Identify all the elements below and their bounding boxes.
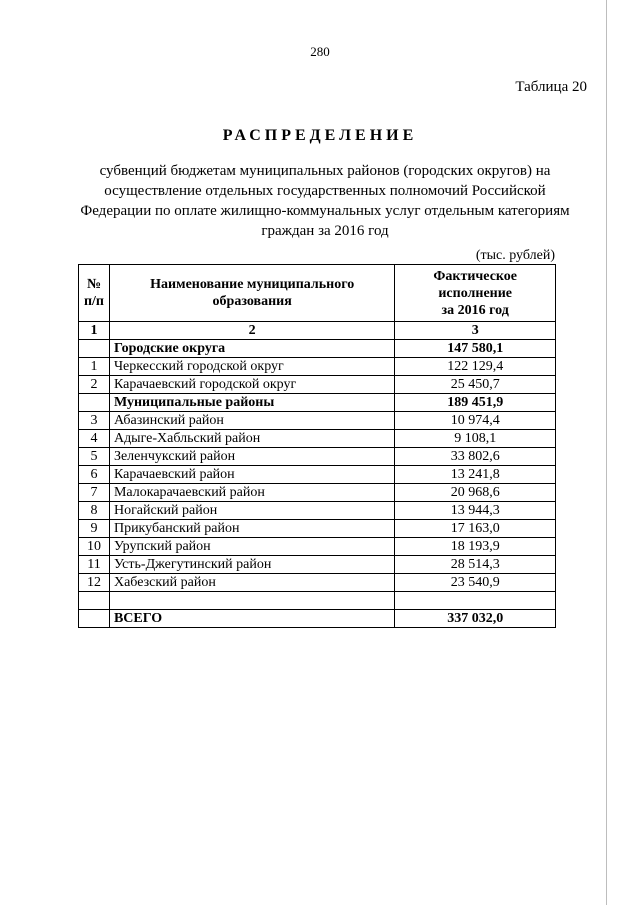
row-number: 4 bbox=[79, 430, 110, 448]
row-name: Малокарачаевский район bbox=[109, 484, 394, 502]
table-row bbox=[79, 340, 556, 358]
row-value bbox=[395, 592, 556, 610]
row-number: 10 bbox=[79, 538, 110, 556]
row-name: Прикубанский район bbox=[109, 520, 394, 538]
row-name: Усть-Джегутинский район bbox=[109, 556, 394, 574]
header-name-line: Наименование муниципального bbox=[150, 277, 355, 292]
row-value: 10 974,4 bbox=[395, 412, 556, 430]
row-number: 12 bbox=[79, 574, 110, 592]
table-row bbox=[79, 592, 556, 610]
header-value-line: Фактическое bbox=[433, 268, 517, 284]
column-number-row bbox=[79, 322, 556, 340]
row-name: Хабезский район bbox=[109, 574, 394, 592]
column-number: 1 bbox=[79, 322, 110, 340]
subtitle-line: осуществление отдельных государственных полномочий Российской bbox=[104, 183, 546, 199]
row-value: 189 451,9 bbox=[395, 394, 556, 412]
document-title: РАСПРЕДЕЛЕНИЕ bbox=[222, 127, 418, 144]
header-number-line: п/п bbox=[83, 294, 104, 309]
table-row bbox=[79, 394, 556, 412]
row-name: ВСЕГО bbox=[109, 610, 394, 628]
subtitle-line: граждан за 2016 год bbox=[261, 223, 389, 239]
table-row bbox=[79, 376, 556, 394]
header-name bbox=[109, 265, 394, 322]
table-row bbox=[79, 448, 556, 466]
row-name: Карачаевский район bbox=[109, 466, 394, 484]
row-number: 5 bbox=[79, 448, 110, 466]
row-value: 28 514,3 bbox=[395, 556, 556, 574]
header-name-line: образования bbox=[212, 294, 292, 309]
subtitle-line: Федерации по оплате жилищно-коммунальных услуг отдельным категориям bbox=[80, 203, 570, 219]
row-value: 33 802,6 bbox=[395, 448, 556, 466]
row-name bbox=[109, 592, 394, 610]
table-row bbox=[79, 502, 556, 520]
row-name: Адыге-Хабльский район bbox=[109, 430, 394, 448]
row-number bbox=[79, 592, 110, 610]
units-note: (тыс. рублей) bbox=[475, 248, 555, 263]
header-number-line: № bbox=[86, 277, 102, 292]
row-value: 17 163,0 bbox=[395, 520, 556, 538]
row-number: 11 bbox=[79, 556, 110, 574]
row-value: 13 241,8 bbox=[395, 466, 556, 484]
row-number: 3 bbox=[79, 412, 110, 430]
table-row bbox=[79, 430, 556, 448]
row-number: 6 bbox=[79, 466, 110, 484]
table-row bbox=[79, 538, 556, 556]
table-row bbox=[79, 358, 556, 376]
row-number: 7 bbox=[79, 484, 110, 502]
row-number: 9 bbox=[79, 520, 110, 538]
allocation-table bbox=[78, 264, 556, 628]
table-row bbox=[79, 484, 556, 502]
row-name: Черкесский городской округ bbox=[109, 358, 394, 376]
row-number: 1 bbox=[79, 358, 110, 376]
row-value: 122 129,4 bbox=[395, 358, 556, 376]
table-row bbox=[79, 466, 556, 484]
row-name: Ногайский район bbox=[109, 502, 394, 520]
row-value: 20 968,6 bbox=[395, 484, 556, 502]
table-row bbox=[79, 574, 556, 592]
row-number bbox=[79, 340, 110, 358]
row-number bbox=[79, 610, 110, 628]
header-value-line: исполнение bbox=[438, 285, 513, 301]
table-label: Таблица 20 bbox=[515, 79, 587, 95]
row-value: 13 944,3 bbox=[395, 502, 556, 520]
row-name: Городские округа bbox=[109, 340, 394, 358]
table-header-row bbox=[79, 265, 556, 322]
row-value: 337 032,0 bbox=[395, 610, 556, 628]
row-value: 23 540,9 bbox=[395, 574, 556, 592]
subtitle-line: субвенций бюджетам муниципальных районов (городских округов) на bbox=[99, 163, 551, 179]
row-number: 8 bbox=[79, 502, 110, 520]
row-name: Карачаевский городской округ bbox=[109, 376, 394, 394]
table-row bbox=[79, 520, 556, 538]
column-number: 2 bbox=[109, 322, 394, 340]
column-number: 3 bbox=[395, 322, 556, 340]
row-value: 18 193,9 bbox=[395, 538, 556, 556]
table-row bbox=[79, 610, 556, 628]
row-name: Зеленчукский район bbox=[109, 448, 394, 466]
header-number bbox=[79, 265, 110, 322]
row-name: Муниципальные районы bbox=[109, 394, 394, 412]
header-value bbox=[395, 265, 556, 322]
row-number bbox=[79, 394, 110, 412]
row-number: 2 bbox=[79, 376, 110, 394]
table-row bbox=[79, 556, 556, 574]
row-name: Урупский район bbox=[109, 538, 394, 556]
page-number: 280 bbox=[310, 44, 330, 59]
row-name: Абазинский район bbox=[109, 412, 394, 430]
header-value-line: за 2016 год bbox=[441, 302, 509, 318]
row-value: 147 580,1 bbox=[395, 340, 556, 358]
document-subtitle bbox=[70, 161, 580, 241]
row-value: 25 450,7 bbox=[395, 376, 556, 394]
row-value: 9 108,1 bbox=[395, 430, 556, 448]
table-row bbox=[79, 412, 556, 430]
